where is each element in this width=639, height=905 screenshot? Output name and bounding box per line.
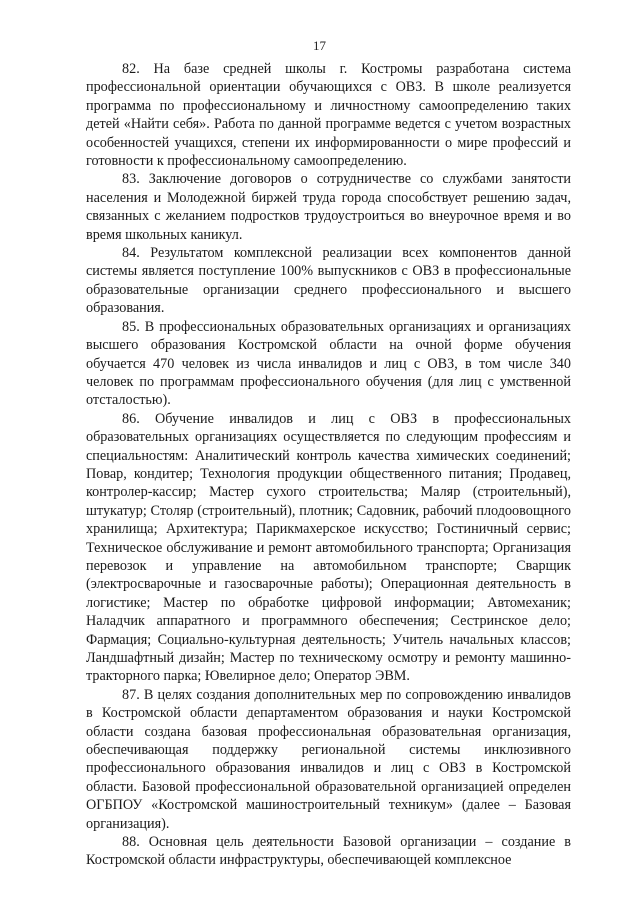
paragraph-88: 88. Основная цель деятельности Базовой организации – создание в Костромской области инфраструктуры, обеспечивающей комплексное	[86, 834, 571, 869]
paragraph-83: 83. Заключение договоров о сотрудничестве со службами занятости населения и Молодежной биржей труда города способствует решению задач, связанных с желанием подростков трудоустроиться во внеурочное время и во время школьных каникул.	[86, 171, 571, 243]
paragraph-82: 82. На базе средней школы г. Костромы разработана система профессиональной ориентации обучающихся с ОВЗ. В школе реализуется программа по профессиональному и личностному самоопределению таких детей «Найти себя». Работа по данной программе ведется с учетом возрастных особенностей учащихся, степени их информированности о мире профессий и готовности к профессиональному самоопределению.	[86, 61, 571, 170]
page-number: 17	[313, 38, 326, 53]
paragraph-84: 84. Результатом комплексной реализации всех компонентов данной системы является поступление 100% выпускников с ОВЗ в профессиональные образовательные организации среднего профессионального и высшего образования.	[86, 245, 571, 317]
paragraph-86: 86. Обучение инвалидов и лиц с ОВЗ в профессиональных образовательных организациях осуществляется по следующим профессиям и специальностям: Аналитический контроль качества химических соединений; Повар, кондитер; Технология продукции общественного питания; Продавец, контролер-кассир; Мастер сухого строительства; Маляр (строительный), штукатур; Столяр (строительный), плотник; Садовник, рабочий плодоовощного хранилища; Архитектура; Парикмахерское искусство; Гостиничный сервис; Техническое обслуживание и ремонт автомобильного транспорта; Организация перевозок и управление на автомобильном транспорте; Сварщик (электросварочные и газосварочные работы); Операционная деятельность в логистике; Мастер по обработке цифровой информации; Автомеханик; Наладчик аппаратного и программного обеспечения; Сестринское дело; Фармация; Социально-культурная деятельность; Учитель начальных классов; Ландшафтный дизайн; Мастер по техническому осмотру и ремонту машинно-тракторного парка; Ювелирное дело; Оператор ЭВМ.	[86, 410, 571, 685]
document-body	[86, 60, 571, 870]
paragraph-87: 87. В целях создания дополнительных мер по сопровождению инвалидов в Костромской области департаментом образования и науки Костромской области создана базовая профессиональная образовательная организация, обеспечивающая поддержку региональной системы инклюзивного профессионального образования инвалидов и лиц с ОВЗ в Костромской области. Базовой профессиональной образовательной организацией определен ОГБПОУ «Костромской машиностроительный техникум» (далее – Базовая организация).	[86, 686, 571, 832]
paragraph-85: 85. В профессиональных образовательных организациях и организациях высшего образования Костромской области на очной форме обучения обучается 470 человек из числа инвалидов и лиц с ОВЗ, в том числе 340 человек по программам профессионального обучения (для лиц с умственной отсталостью).	[86, 318, 571, 409]
